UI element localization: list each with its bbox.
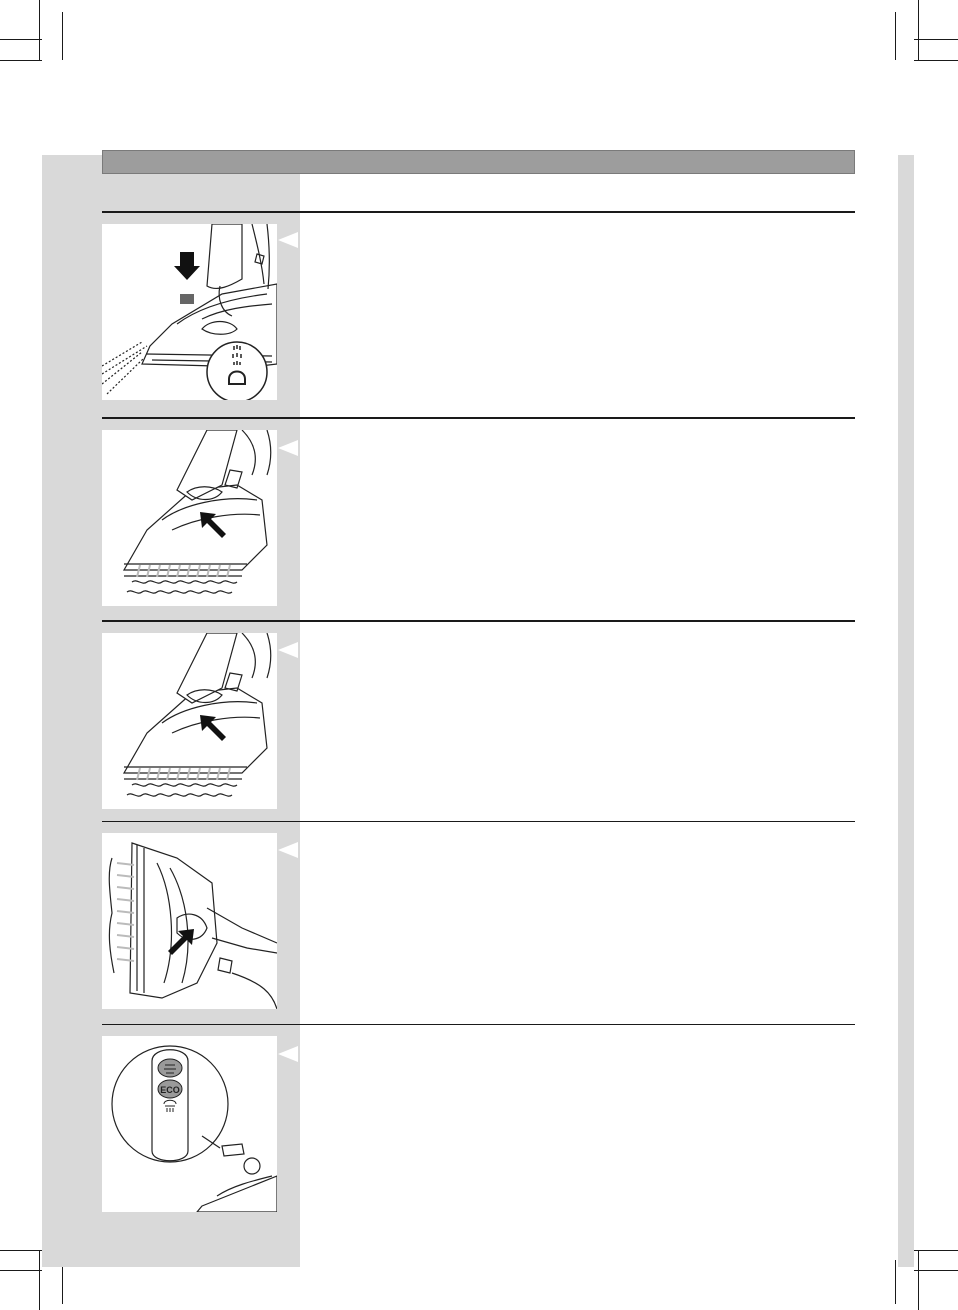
step-divider [102,417,855,419]
crop-mark-tl-h [0,39,42,40]
vertical-steam-icon [102,833,277,1009]
crop-mark-br-v [895,1260,896,1304]
steam-shot-icon [102,430,277,606]
steam-shot-illustration [102,430,277,606]
crop-mark-br-h2 [914,1270,958,1271]
crop-mark-br-v2 [918,1250,919,1310]
step-divider [102,211,855,213]
right-margin-band [898,155,914,1267]
crop-mark-tr-v2 [918,0,919,60]
step-divider [102,1024,855,1025]
pointer-tab [278,1046,298,1062]
step-divider [102,821,855,822]
steam-shot-illustration [102,633,277,809]
step-divider [102,620,855,622]
crop-mark-tl-v [39,0,40,60]
spray-nozzle-icon [102,224,277,400]
pointer-tab [278,232,298,248]
steam-shot-icon [102,633,277,809]
eco-mode-icon [102,1036,277,1212]
spray-illustration [102,224,277,400]
crop-mark-tl-v2 [62,12,63,60]
section-header-bar [102,150,855,174]
eco-mode-illustration [102,1036,277,1212]
crop-mark-tr-v [895,12,896,60]
crop-mark-bl-h2 [0,1270,42,1271]
crop-mark-bl-h [0,1250,42,1251]
crop-mark-br-h [914,1250,958,1251]
crop-mark-tr-h2 [914,60,958,61]
crop-mark-tl-h2 [0,60,42,61]
crop-mark-bl-v [39,1250,40,1310]
pointer-tab [278,440,298,456]
vertical-steam-illustration [102,833,277,1009]
crop-mark-tr-h [914,39,958,40]
eco-label: ECO [160,1085,180,1095]
pointer-tab [278,842,298,858]
pointer-tab [278,642,298,658]
